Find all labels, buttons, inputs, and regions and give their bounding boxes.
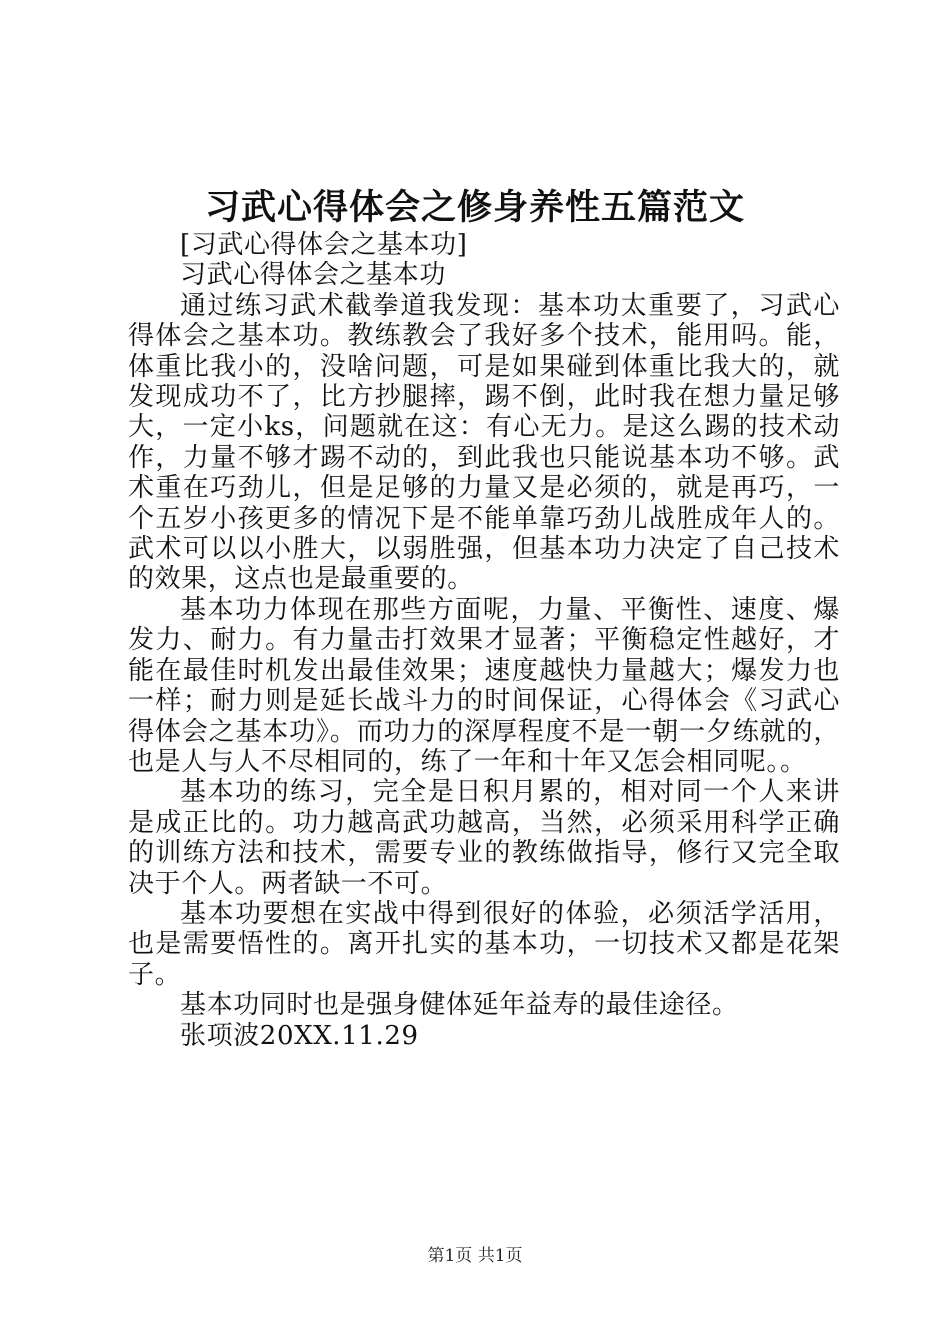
- body-paragraph: 通过练习武术截拳道我发现：基本功太重要了，习武心得体会之基本功。教练教会了我好多个技术，能用吗。能，体重比我小的，没啥问题，可是如果碰到体重比我大的，就发现成功不了，比方抄腿摔，踢不倒，此时我在想力量足够大，一定小ks，问题就在这：有心无力。是这么踢的技术动作，力量不够才踢不动的，到此我也只能说基本功不够。武术重在巧劲儿，但是足够的力量又是必须的，就是再巧，一个五岁小孩更多的情况下是不能单靠巧劲儿战胜成年人的。武术可以以小胜大，以弱胜强，但基本功力决定了自己技术的效果，这点也是最重要的。: [128, 290, 840, 595]
- body-paragraph: 基本功要想在实战中得到很好的体验，必须活学活用，也是需要悟性的。离开扎实的基本功，一切技术又都是花架子。: [128, 898, 840, 990]
- body-paragraph: 基本功力体现在那些方面呢，力量、平衡性、速度、爆发力、耐力。有力量击打效果才显著；平衡稳定性越好，才能在最佳时机发出最佳效果；速度越快力量越大；爆发力也一样；耐力则是延长战斗力的时间保证，心得体会《习武心得体会之基本功》。而功力的深厚程度不是一朝一夕练就的，也是人与人不尽相同的，练了一年和十年又怎会相同呢。。: [128, 594, 840, 777]
- page-number-footer: 第1页 共1页: [427, 1246, 523, 1266]
- body-paragraph: 基本功的练习，完全是日积月累的，相对同一个人来讲是成正比的。功力越高武功越高，当然，必须采用科学正确的训练方法和技术，需要专业的教练做指导，修行又完全取决于个人。两者缺一不可。: [128, 777, 840, 899]
- section-bracket-heading: [习武心得体会之基本功]: [180, 230, 468, 260]
- document-title: 习武心得体会之修身养性五篇范文: [204, 188, 745, 228]
- section-heading: 习武心得体会之基本功: [180, 260, 447, 291]
- document-body: [128, 230, 840, 1051]
- author-date-signature: 张项波20XX.11.29: [180, 1020, 419, 1051]
- body-paragraph: 基本功同时也是强身健体延年益寿的最佳途径。: [180, 990, 739, 1021]
